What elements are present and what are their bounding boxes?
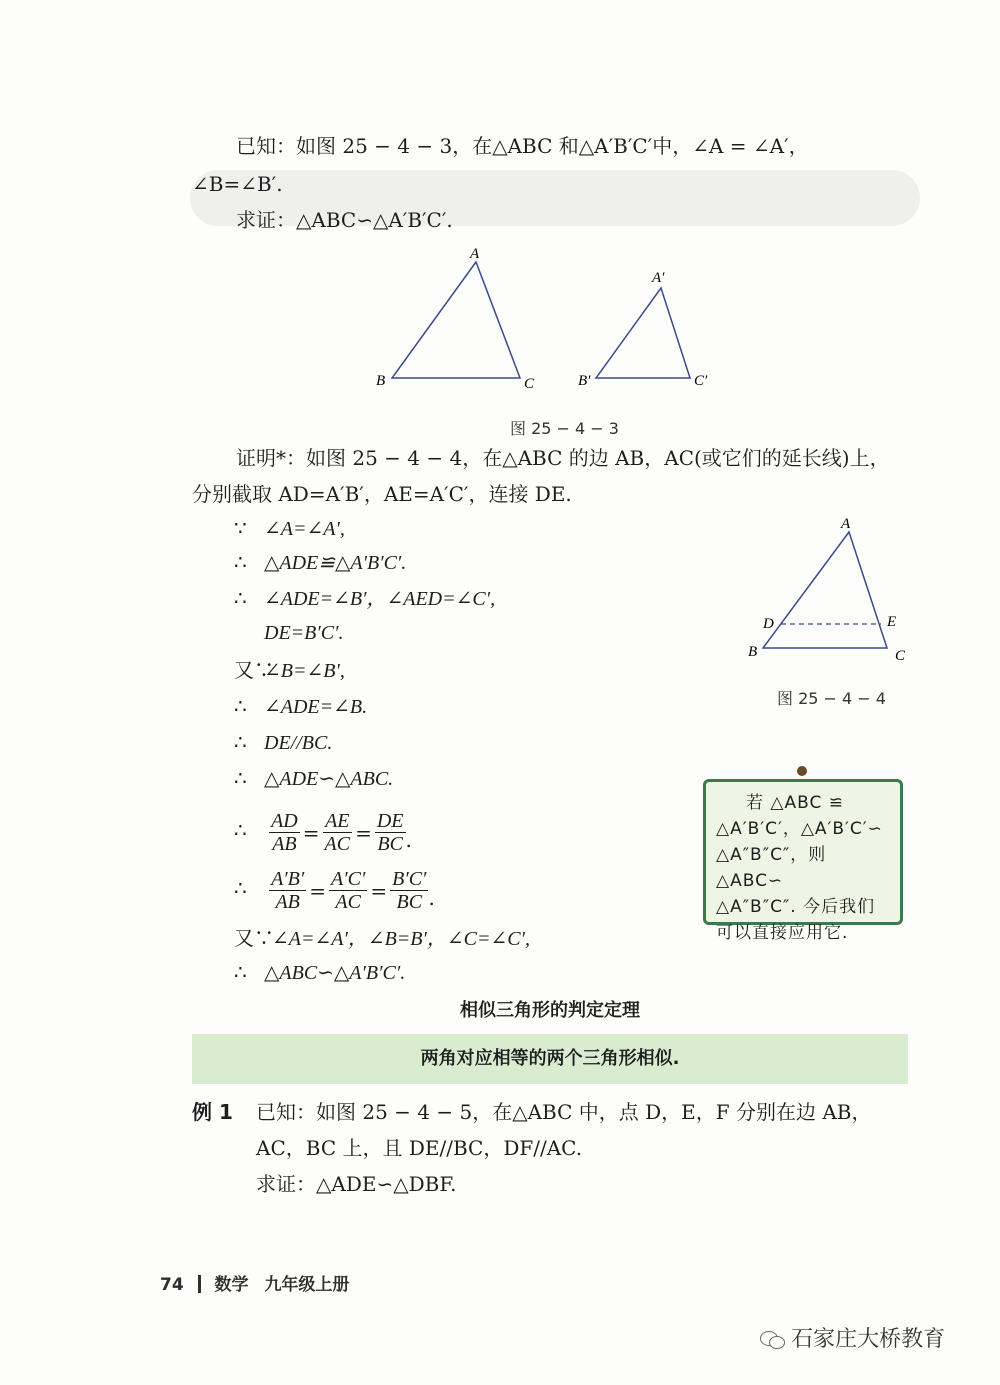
- wechat-icon: [760, 1329, 786, 1349]
- equals-sign: =: [309, 878, 327, 903]
- label-B: B: [748, 644, 758, 660]
- proof-steps: [234, 514, 495, 800]
- period: .: [405, 828, 412, 852]
- numerator: AD: [271, 810, 298, 832]
- step-symbol: ∴: [234, 730, 247, 754]
- figure-caption-2: 图 25 − 4 − 4: [777, 689, 886, 708]
- numerator: B′C′: [392, 868, 427, 890]
- fraction: [375, 810, 406, 855]
- label-D: D: [763, 616, 774, 632]
- note-line: △A′B′C′，△A′B′C′∽: [716, 819, 883, 839]
- step-text: ∠B=∠B′,: [264, 660, 345, 682]
- step-symbol: ∴: [234, 766, 247, 790]
- example-line-1: 已知：如图 25 − 4 − 5，在△ABC 中，点 D，E，F 分别在边 AB，: [256, 1100, 872, 1124]
- note-line: △A″B″C″. 今后我们: [716, 897, 876, 917]
- step-text: ∠A=∠A′，∠B=B′，∠C=∠C′,: [272, 928, 530, 950]
- proof-step: [234, 656, 495, 692]
- numerator: A′B′: [271, 868, 305, 890]
- step-symbol: ∴: [234, 586, 247, 610]
- step-symbol: ∴: [234, 818, 247, 842]
- figure-25-4-4: [745, 510, 925, 670]
- proof-step: [234, 584, 495, 618]
- label-B-prime: B′: [578, 373, 591, 389]
- step-text: DE//BC.: [264, 732, 333, 754]
- step-symbol: ∴: [234, 694, 247, 718]
- given-line-1: 已知：如图 25 − 4 − 3，在△ABC 和△A′B′C′中，∠A = ∠A′，: [236, 134, 809, 158]
- label-C-prime: C′: [694, 373, 708, 389]
- label-A-prime: A′: [652, 270, 665, 286]
- figure-25-4-3: [370, 240, 730, 410]
- step-text: DE=B′C′.: [264, 622, 344, 644]
- label-C: C: [524, 376, 535, 392]
- fraction: [269, 868, 306, 913]
- watermark-text: 石家庄大桥教育: [791, 1327, 946, 1352]
- proof-final-2: [234, 958, 405, 987]
- watermark: [760, 1322, 945, 1353]
- numerator: A′C′: [331, 868, 366, 890]
- note-line: 若 △ABC ≌: [746, 793, 844, 813]
- page-footer: [160, 1270, 349, 1295]
- note-pin-icon: [797, 766, 807, 776]
- step-symbol: ∴: [234, 960, 247, 984]
- step-text: △ABC∽△A′B′C′.: [264, 962, 406, 984]
- step-text: ∠ADE=∠B′，∠AED=∠C′,: [264, 588, 496, 610]
- proof-step: [234, 514, 495, 548]
- proof-intro-2: 分别截取 AD=A′B′，AE=A′C′，连接 DE.: [192, 482, 572, 506]
- equals-sign: =: [355, 820, 372, 845]
- fraction: [323, 810, 353, 855]
- footer-subject: 数学: [214, 1275, 249, 1295]
- denominator: BC: [396, 891, 423, 913]
- equals-sign: =: [370, 878, 388, 903]
- fraction-line-1: [234, 804, 412, 856]
- label-B: B: [376, 373, 386, 389]
- example-prove: 求证：△ADE∽△DBF.: [256, 1172, 457, 1196]
- step-text: ∠ADE=∠B.: [264, 696, 368, 718]
- proof-step: [234, 728, 495, 764]
- period: .: [428, 886, 435, 910]
- label-A: A: [470, 246, 480, 262]
- denominator: AB: [275, 891, 300, 913]
- step-symbol: 又∵: [234, 658, 274, 682]
- side-note: [703, 779, 903, 943]
- proof-intro-1: 证明*：如图 25 − 4 − 4，在△ABC 的边 AB，AC(或它们的延长线)上，: [236, 446, 890, 470]
- footer-divider: [198, 1275, 201, 1293]
- proof-final-1: [234, 924, 530, 953]
- example-line-2: AC，BC 上，且 DE//BC，DF//AC.: [256, 1136, 583, 1160]
- step-symbol: ∵: [234, 516, 247, 540]
- label-E: E: [887, 614, 897, 630]
- theorem-title: 相似三角形的判定定理: [460, 1000, 640, 1021]
- proof-step: [234, 548, 495, 584]
- fraction: [390, 868, 428, 913]
- given-prove: 求证：△ABC∽△A′B′C′.: [236, 208, 453, 232]
- fraction: [329, 868, 367, 913]
- page-number: 74: [160, 1275, 184, 1295]
- step-text: ∠A=∠A′,: [264, 518, 345, 540]
- equals-sign: =: [302, 820, 320, 845]
- theorem-statement-band: 两角对应相等的两个三角形相似.: [192, 1034, 908, 1084]
- step-symbol: ∴: [234, 550, 247, 574]
- proof-step: [234, 764, 495, 800]
- denominator: AC: [335, 891, 361, 913]
- fraction: [269, 810, 300, 855]
- note-line: 可以直接应用它.: [716, 923, 849, 943]
- denominator: BC: [377, 833, 403, 855]
- fraction-line-2: [234, 862, 435, 914]
- label-C: C: [895, 648, 906, 664]
- step-symbol: ∴: [234, 876, 247, 900]
- footer-grade: 九年级上册: [264, 1275, 350, 1295]
- numerator: DE: [376, 810, 404, 832]
- label-A: A: [841, 516, 851, 532]
- step-symbol: 又∵: [234, 926, 274, 950]
- denominator: AB: [272, 833, 297, 855]
- denominator: AC: [324, 833, 351, 855]
- figure-caption-1: 图 25 − 4 − 3: [510, 419, 619, 438]
- example-label: 例 1: [192, 1100, 233, 1124]
- given-line-2: ∠B=∠B′.: [192, 172, 283, 196]
- step-text: △ADE≌△A′B′C′.: [264, 552, 407, 574]
- note-line: △A″B″C″，则△ABC∽: [716, 845, 827, 891]
- step-text: △ADE∽△ABC.: [264, 768, 394, 790]
- proof-step: [234, 618, 495, 656]
- numerator: AE: [323, 810, 353, 833]
- proof-step: [234, 692, 495, 728]
